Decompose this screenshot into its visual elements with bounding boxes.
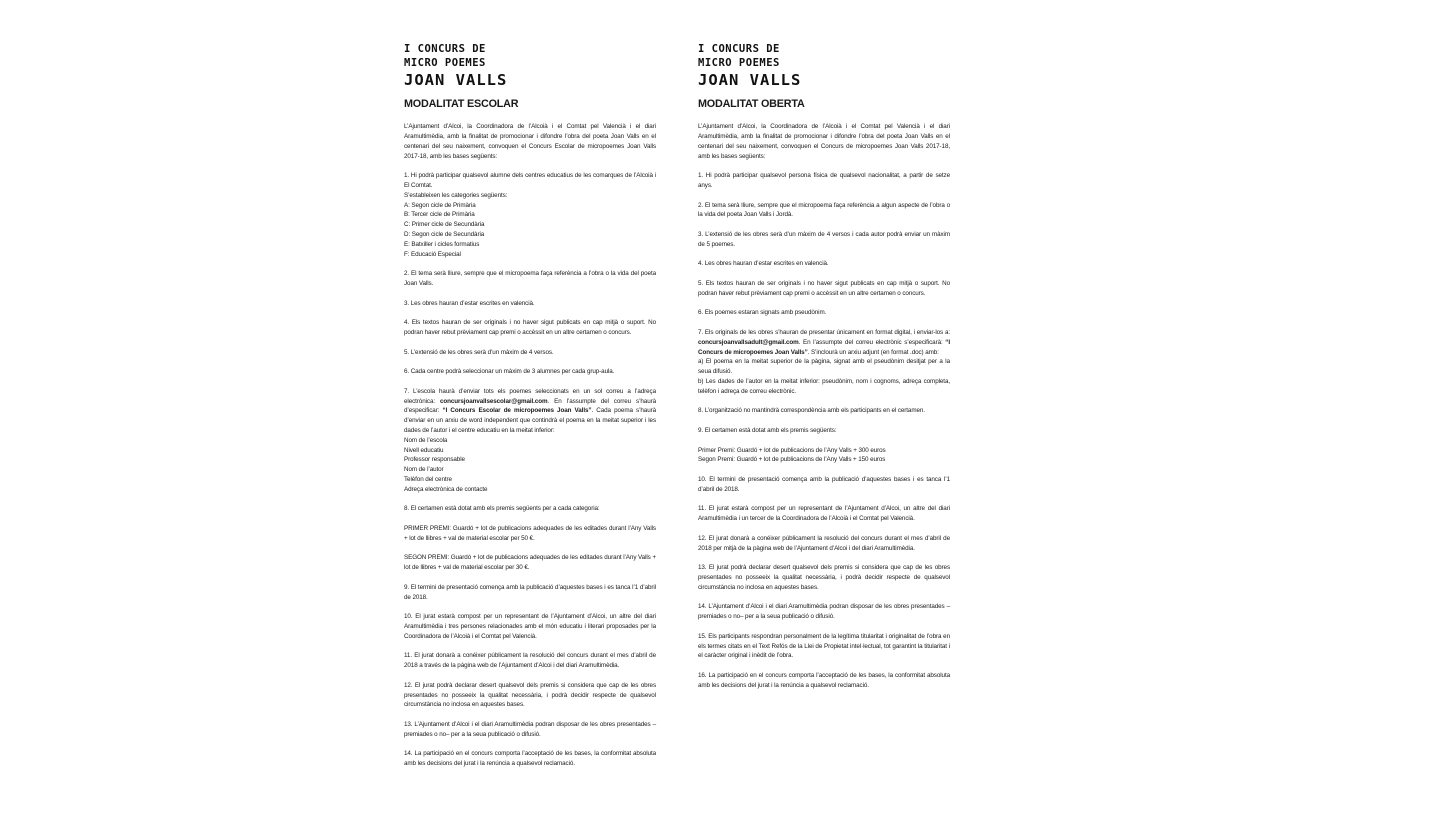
intro-paragraph: L’Ajuntament d’Alcoi, la Coordinadora de l’Alcoià i el Comtat pel Valencià i el diari Aramultimèdia, amb la finalitat de promocionar i difondre l’obra del poeta Joan Valls en el centenari del seu naixement, convoquen el Concurs Escolar de micropoemes Joan Valls 2017-18, amb les bases següents: [404,123,656,160]
data-field-line: Nivell educatiu [404,446,444,454]
rule-10: 10. El jurat estarà compost per un representant de l’Ajuntament d’Alcoi, un altre del diari Aramultimèdia i tres persones relacionades amb el món educatiu i literari proposades per la Coordinadora de l’Alcoià i el Comtat pel Valencià. [404,613,656,640]
section-title: MODALITAT OBERTA [698,98,805,111]
rule-4: 4. Les obres hauran d’estar escrites en valencià. [698,260,829,268]
section-title: MODALITAT ESCOLAR [404,98,519,111]
prize-2: Segon Premi: Guardó + lot de publicacions de l’Any Valls + 150 euros [698,456,886,464]
rules-text [404,122,656,769]
rule-12: 12. El jurat podrà declarar desert qualsevol dels premis si considera que cap de les obres presentades no posseeix la qualitat necessària, i podrà decidir respecte de qualsevol circumstància no inclosa en aquestes bases. [404,681,656,709]
rule-15: 15. Els participants respondran personalment de la legítima titularitat i originalitat de l’obra en els termes citats en el Text Refós de la Llei de Propietat intel·lectual, tot garantint la titularitat i el caràcter original i inèdit de l’obra. [698,632,950,660]
rule-7 [404,387,656,495]
prize-2: SEGON PREMI: Guardó + lot de publicacions adequades de les editades durant l’Any Valls + lot de llibres + val de material escolar per 30 €. [404,554,656,572]
rule-6: 6. Els poemes estaran signats amb pseudònim. [698,309,827,317]
email-address[interactable]: concursjoanvallsescolar@gmail.com [440,397,548,405]
rule-6: 6. Cada centre podrà seleccionar un màxim de 3 alumnes per cada grup-aula. [404,368,615,376]
logo-line-3: JOAN VALLS [404,71,508,90]
prize-1: PRIMER PREMI: Guardó + lot de publicacions adequades de les editades durant l’Any Valls + lot de llibres + val de material escolar per 50 €. [404,524,656,542]
rule-16: 16. La participació en el concurs comporta l’acceptació de les bases, la conformitat absoluta amb les decisions del jurat i la renúncia a qualsevol reclamació. [698,671,950,689]
rule-7-text: . S’inclourà un arxiu adjunt (en format .doc) amb: [807,348,939,356]
logo-line-3: JOAN VALLS [698,71,802,90]
rule-1: 1. Hi podrà participar qualsevol persona física de qualsevol nacionalitat, a partir de setze anys. [698,172,950,190]
rule-7-text: 7. Els originals de les obres s’hauran de presentar únicament en format digital, i enviar-los a: [698,329,950,337]
rule-2: 2. El tema serà lliure, sempre que el micropoema faça referència a l’obra o la vida del poeta Joan Valls. [404,270,656,288]
rule-1 [404,171,656,259]
contest-logo [404,44,656,88]
email-address[interactable]: concursjoanvallsadult@gmail.com [698,338,799,346]
rule-5: 5. L’extensió de les obres serà d’un màxim de 4 versos. [404,348,554,356]
rule-7-text: 7. L’escola haurà d’enviar tots els poemes seleccionats en un sol correu a l’adreça electrònica: [404,387,656,405]
rule-9: 9. El termini de presentació comença amb la publicació d’aquestes bases i es tanca l’1 d’abril de 2018. [404,583,656,601]
rule-7-text: . En l’assumpte del correu electrònic s’especificarà: [798,338,946,346]
rule-8: 8. El certamen està dotat amb els premis següents per a cada categoria: [404,505,600,513]
data-field-line: Adreça electrònica de contacte [404,485,488,493]
rule-4: 4. Els textos hauran de ser originals i no haver sigut publicats en cap mitjà o suport. No podran haver rebut prèviament cap premi o accèssit en un altre certamen o concurs. [404,319,656,337]
rule-3: 3. Les obres hauran d’estar escrites en valencià. [404,299,535,307]
attachment-item-a: a) El poema en la meitat superior de la pàgina, signat amb el pseudònim desitjat per a la seua difusió. [698,358,950,376]
rule-14: 14. L’Ajuntament d’Alcoi i el diari Aramultimèdia podran disposar de les obres presentades –premiades o no– per a la seua publicació o difusió. [698,603,950,621]
rule-7-text: . En l’assumpte del correu s’haurà d’especificar: [404,397,656,415]
email-subject: “I Concurs Escolar de micropoemes Joan Valls” [442,407,592,415]
prize-1: Primer Premi: Guardó + lot de publicacions de l’Any Valls + 300 euros [698,446,886,454]
rule-12: 12. El jurat donarà a conéixer públicament la resolució del concurs durant el mes d’abril de 2018 per mitjà de la pàgina web de l’Ajuntament d’Alcoi i del diari Aramultimèdia. [698,534,950,552]
category-line: B: Tercer cicle de Primària [404,211,475,219]
rule-7-text: . Cada poema s’haurà d’enviar en un arxiu de word independent que contindrà el poema en la meitat superior i les dades de l’autor i el centre educatiu en la meitat inferior: [404,407,656,434]
contest-logo [698,44,950,88]
logo-line-1: I CONCURS DE [698,43,780,55]
data-field-line: Nom de l’autor [404,466,444,474]
column-escolar [404,44,656,779]
rule-8: 8. L’organització no mantindrà correspondència amb els participants en el certamen. [698,407,925,415]
rule-10: 10. El termini de presentació comença amb la publicació d’aquestes bases i es tanca l’1 d’abril de 2018. [698,475,950,493]
category-line: S’estableixen les categories següents: [404,191,508,199]
data-field-line: Nom de l’escola [404,436,448,444]
rule-11: 11. El jurat donarà a conéixer públicament la resolució del concurs durant el mes d’abril de 2018 a través de la pàgina web de l’Ajuntament d’Alcoi i del diari Aramultimèdia. [404,652,656,670]
logo-line-1: I CONCURS DE [404,43,486,55]
rule-3: 3. L’extensió de les obres serà d’un màxim de 4 versos i cada autor podrà enviar un màxim de 5 poemes. [698,231,950,248]
rule-7 [698,328,950,397]
rule-1-text: 1. Hi podrà participar qualsevol alumne dels centres educatius de les comarques de l’Alcoià i El Comtat. [404,172,656,190]
category-line: C: Primer cicle de Secundària [404,221,485,229]
rule-9: 9. El certamen està dotat amb els premis següents: [698,427,837,434]
column-oberta [698,44,950,700]
rule-14: 14. La participació en el concurs comporta l’acceptació de les bases, la conformitat absoluta amb les decisions del jurat i la renúncia a qualsevol reclamació. [404,750,656,768]
rule-2: 2. El tema serà lliure, sempre que el micropoema faça referència a algun aspecte de l’obra o la vida del poeta Joan Valls i Jordà. [698,201,950,219]
rule-13: 13. El jurat podrà declarar desert qualsevol dels premis si considera que cap de les obres presentades no posseeix la qualitat necessària, i podrà decidir respecte de qualsevol circumstància no inclosa en aquestes bases. [698,564,950,591]
logo-line-2: MICRO POEMES [404,57,486,70]
category-line: D: Segon cicle de Secundària [404,231,485,239]
rule-13: 13. L’Ajuntament d’Alcoi i el diari Aramultimèdia podran disposar de les obres presentades –premiades o no– per a la seua publicació o difusió. [404,720,656,738]
intro-paragraph: L’Ajuntament d’Alcoi, la Coordinadora de l’Alcoià i el Comtat pel Valencià i el diari Aramultimèdia, amb la finalitat de promocionar i difondre l’obra del poeta Joan Valls en el centenari del seu naixement, convoquen el Concurs de micropoemes Joan Valls 2017-18, amb les bases següents: [698,123,950,160]
logo-line-2: MICRO POEMES [698,57,780,70]
attachment-item-b: b) Les dades de l’autor en la meitat inferior: pseudònim, nom i cognoms, adreça completa, telèfon i adreça de correu electrònic. [698,378,950,395]
data-field-line: Professor responsable [404,456,465,464]
rule-11: 11. El jurat estarà compost per un representant de l’Ajuntament d’Alcoi, un altre del diari Aramultimèdia i un tercer de la Coordinadora de l’Alcoià i el Comtat pel Valencià. [698,505,950,523]
rule-5: 5. Els textos hauran de ser originals i no haver sigut publicats en cap mitjà o suport. No podran haver rebut prèviament cap premi o accèssit en un altre certamen o concurs. [698,280,950,297]
category-line: F: Educació Especial [404,250,461,258]
data-field-line: Telèfon del centre [404,475,452,483]
category-line: A: Segon cicle de Primària [404,201,476,209]
email-subject: “I Concurs de micropoemes Joan Valls” [698,338,950,356]
category-line: E: Batxiller i cicles formatius [404,240,480,248]
rules-text [698,122,950,690]
prizes [698,446,950,466]
